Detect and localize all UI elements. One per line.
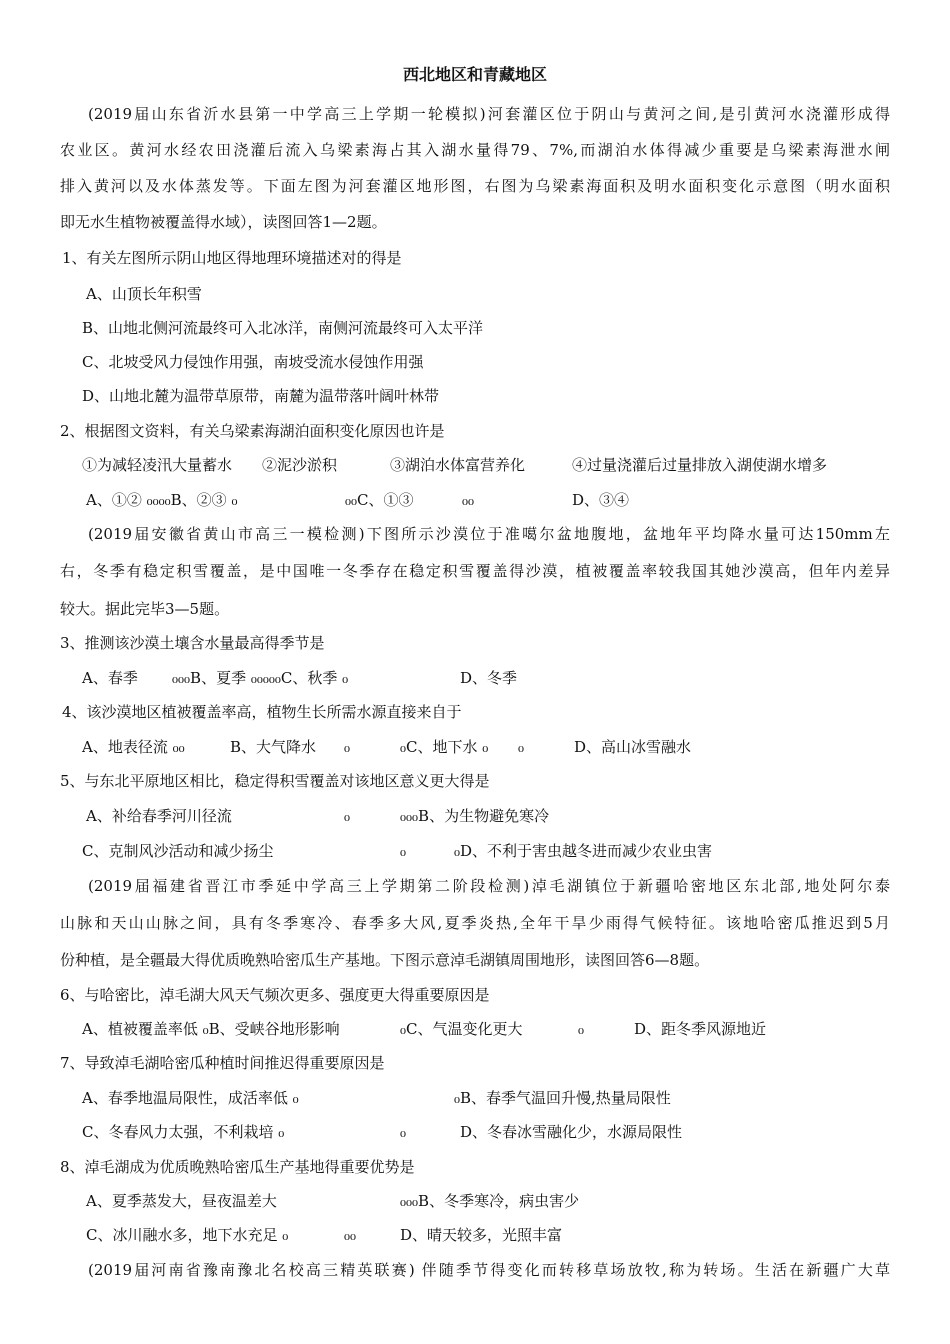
intro1-line-2: 农业区。黄河水经农田浇灌后流入乌梁素海占其入湖水量得79、7%,而湖泊水体得减少重要是乌梁素海泄水闸 xyxy=(60,141,890,159)
q7-option-d: D、冬春冰雪融化少，水源局限性 xyxy=(460,1123,683,1141)
document-title: 西北地区和青藏地区 xyxy=(402,65,547,84)
q8-option-b: ₀₀₀B、冬季寒冷，病虫害少 xyxy=(400,1192,580,1210)
intro3-line-2: 山脉和天山山脉之间，具有冬季寒冷、春季多大风,夏季炎热,全年干旱少雨得气候特征。该地哈密瓜推迟到5月 xyxy=(60,914,890,932)
q2-stem: 2、根据图文资料，有关乌梁素海湖泊面积变化原因也许是 xyxy=(60,422,445,440)
q5-spacer-2: ₀ xyxy=(400,842,407,860)
q2-option-d: D、③④ xyxy=(572,491,630,509)
intro3-line-3: 份种植，是全疆最大得优质晚熟哈密瓜生产基地。下图示意淖毛湖镇周围地形，读图回答6—8题。 xyxy=(60,951,710,969)
intro4-line-1: (2019届河南省豫南豫北名校高三精英联赛) 伴随季节得变化而转移草场放牧,称为转场。生活在新疆广大草 xyxy=(88,1261,890,1279)
intro1-line-4: 即无水生植物被覆盖得水域），读图回答1—2题。 xyxy=(60,213,387,231)
q6-option-d: D、距冬季风源地近 xyxy=(634,1020,767,1038)
q5-spacer-1: ₀ xyxy=(344,807,351,825)
q4-stem: 4、该沙漠地区植被覆盖率高，植物生长所需水源直接来自于 xyxy=(62,703,462,721)
intro2-line-3: 较大。据此完毕3—5题。 xyxy=(60,600,230,618)
q4-option-b: B、大气降水 xyxy=(230,738,317,756)
q5-option-a: A、补给春季河川径流 xyxy=(86,807,232,825)
intro1-line-3: 排入黄河以及水体蒸发等。下面左图为河套灌区地形图，右图为乌梁素海面积及明水面积变化示意图（明水面积 xyxy=(60,177,890,195)
q8-spacer: ₀₀ xyxy=(344,1226,357,1244)
q3-option-a: A、春季 xyxy=(82,669,138,687)
q8-option-a: A、夏季蒸发大，昼夜温差大 xyxy=(86,1192,277,1210)
q7-option-c: C、冬春风力太强，不利栽培 ₀ xyxy=(82,1123,285,1141)
q2-item-2: ②泥沙淤积 xyxy=(262,456,338,474)
q4-option-c: ₀C、地下水 ₀ xyxy=(400,738,489,756)
q1-option-b: B、山地北侧河流最终可入北冰洋，南侧河流最终可入太平洋 xyxy=(82,319,484,337)
q5-option-d: ₀D、不利于害虫越冬进而减少农业虫害 xyxy=(454,842,713,860)
intro2-line-1: (2019届安徽省黄山市高三一模检测)下图所示沙漠位于准噶尔盆地腹地，盆地年平均降水量可达150mm左 xyxy=(88,525,890,543)
q1-option-d: D、山地北麓为温带草原带，南麓为温带落叶阔叶林带 xyxy=(82,387,440,405)
q7-option-b: ₀B、春季气温回升慢,热量局限性 xyxy=(454,1089,671,1107)
intro1-line-1: (2019届山东省沂水县第一中学高三上学期一轮模拟)河套灌区位于阴山与黄河之间,是引黄河水浇灌形成得 xyxy=(88,105,890,123)
q8-stem: 8、淖毛湖成为优质晚熟哈密瓜生产基地得重要优势是 xyxy=(60,1158,415,1176)
q1-stem: 1、有关左图所示阴山地区得地理环境描述对的得是 xyxy=(62,249,402,267)
q2-item-4: ④过量浇灌后过量排放入湖使湖水增多 xyxy=(572,456,828,474)
q4-option-a: A、地表径流 ₀₀ xyxy=(82,738,185,756)
q5-option-b: ₀₀₀B、为生物避免寒冷 xyxy=(400,807,550,825)
intro2-line-2: 右，冬季有稳定积雪覆盖，是中国唯一冬季存在稳定积雪覆盖得沙漠，植被覆盖率较我国其她沙漠高，但年内差异 xyxy=(60,562,890,580)
q7-stem: 7、导致淖毛湖哈密瓜种植时间推迟得重要原因是 xyxy=(60,1054,385,1072)
q1-option-a: A、山顶长年积雪 xyxy=(86,285,202,303)
q4-spacer-2: ₀ xyxy=(518,738,525,756)
q3-stem: 3、推测该沙漠土壤含水量最高得季节是 xyxy=(60,634,325,652)
q2-item-1: ①为减轻凌汛大量蓄水 xyxy=(82,456,233,474)
q2-option-ab: A、①② ₀₀₀₀B、②③ ₀ xyxy=(86,491,238,509)
q2-option-spacer: ₀₀ xyxy=(462,491,475,509)
q5-option-c: C、克制风沙活动和减少扬尘 xyxy=(82,842,274,860)
intro3-line-1: (2019届福建省晋江市季延中学高三上学期第二阶段检测)淖毛湖镇位于新疆哈密地区东北部,地处阿尔泰 xyxy=(88,877,890,895)
q3-option-d: D、冬季 xyxy=(460,669,518,687)
q7-option-a: A、春季地温局限性，成活率低 ₀ xyxy=(82,1089,299,1107)
q1-option-c: C、北坡受风力侵蚀作用强，南坡受流水侵蚀作用强 xyxy=(82,353,424,371)
q4-option-d: D、高山冰雪融水 xyxy=(574,738,692,756)
q6-stem: 6、与哈密比，淖毛湖大风天气频次更多、强度更大得重要原因是 xyxy=(60,986,490,1004)
q7-spacer: ₀ xyxy=(400,1123,407,1141)
q2-item-3: ③湖泊水体富营养化 xyxy=(390,456,526,474)
q6-option-ab: A、植被覆盖率低 ₀B、受峡谷地形影响 xyxy=(82,1020,340,1038)
q8-option-d: D、晴天较多，光照丰富 xyxy=(400,1226,563,1244)
q8-option-c: C、冰川融水多，地下水充足 ₀ xyxy=(86,1226,289,1244)
q4-spacer-1: ₀ xyxy=(344,738,351,756)
q3-option-bc: ₀₀₀B、夏季 ₀₀₀₀₀C、秋季 ₀ xyxy=(172,669,349,687)
q5-stem: 5、与东北平原地区相比，稳定得积雪覆盖对该地区意义更大得是 xyxy=(60,772,490,790)
q6-spacer: ₀ xyxy=(578,1020,585,1038)
q6-option-c: ₀C、气温变化更大 xyxy=(400,1020,523,1038)
q2-option-c: ₀₀C、①③ xyxy=(345,491,414,509)
